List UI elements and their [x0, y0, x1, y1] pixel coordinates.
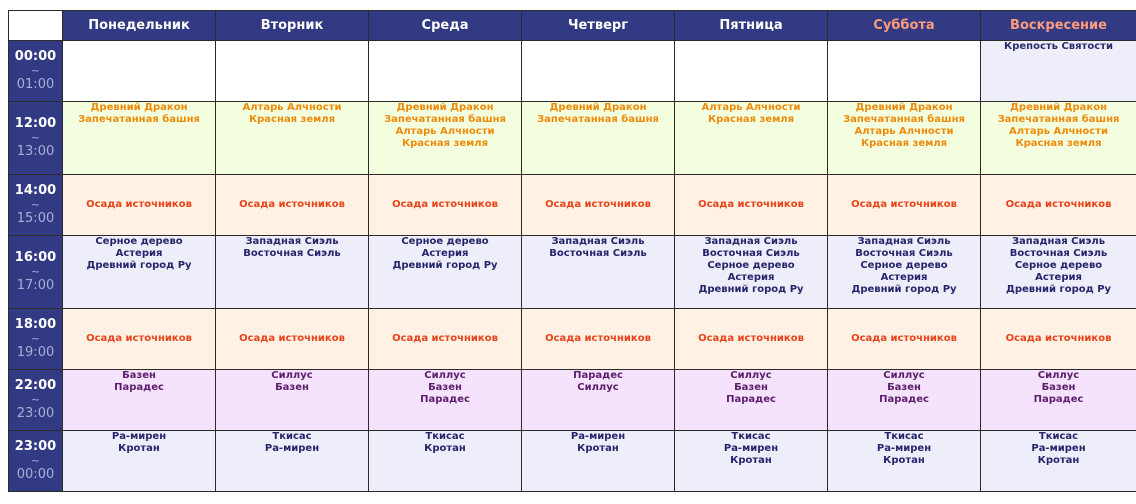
event-name: Силлус [424, 370, 466, 381]
event-name: Запечатанная башня [843, 114, 965, 125]
schedule-cell-saturday [828, 309, 981, 370]
schedule-cell-sunday [981, 370, 1136, 431]
event-name: Ра-мирен [876, 443, 932, 454]
event-name: Базен [887, 382, 921, 393]
time-slot-row [9, 175, 1136, 236]
event-name: Алтарь Алчности [701, 102, 801, 113]
schedule-cell-monday [63, 431, 216, 492]
time-slot-label [9, 41, 63, 102]
event-name: Серное дерево [1014, 260, 1103, 271]
schedule-cell-tuesday [216, 175, 369, 236]
schedule-cell-wednesday [369, 175, 522, 236]
event-name: Красная земля [707, 114, 795, 125]
event-name: Восточная Сиэль [1009, 248, 1108, 259]
event-name: Ткисас [425, 431, 465, 442]
schedule-cell-tuesday [216, 41, 369, 102]
event-name: Ра-мирен [111, 431, 167, 442]
schedule-cell-tuesday [216, 102, 369, 175]
event-name: Кротан [1037, 455, 1080, 466]
schedule-cell-friday [675, 309, 828, 370]
schedule-cell-wednesday [369, 370, 522, 431]
time-separator: ~ [30, 454, 41, 467]
event-name: Парадес [420, 394, 470, 405]
event-name: Алтарь Алчности [395, 126, 495, 137]
event-name: Серное дерево [95, 236, 183, 247]
day-header-sunday: Воскресение [981, 11, 1136, 41]
event-name: Силлус [577, 382, 619, 393]
schedule-cell-thursday [522, 309, 675, 370]
schedule-cell-monday [63, 370, 216, 431]
schedule-cell-wednesday [369, 102, 522, 175]
schedule-table [8, 10, 1136, 492]
schedule-cell-sunday [981, 236, 1136, 309]
day-header-monday: Понедельник [63, 11, 216, 41]
event-name: Ра-мирен [570, 431, 626, 442]
event-name: Осада источников [545, 199, 651, 210]
time-slot-row [9, 41, 1136, 102]
schedule-cell-wednesday [369, 431, 522, 492]
schedule-cell-saturday [828, 370, 981, 431]
schedule-cell-tuesday [216, 431, 369, 492]
event-name: Парадес [1033, 394, 1084, 405]
event-name: Древний город Ру [698, 284, 804, 295]
event-name: Древний Дракон [90, 102, 188, 113]
schedule-cell-friday [675, 102, 828, 175]
event-name: Древний Дракон [1010, 102, 1107, 113]
event-name: Осада источников [392, 199, 498, 210]
time-slot-label [9, 236, 63, 309]
schedule-cell-thursday [522, 236, 675, 309]
event-name: Западная Сиэль [245, 236, 339, 247]
time-start: 00:00 [14, 49, 57, 64]
day-header-thursday: Четверг [522, 11, 675, 41]
time-separator: ~ [30, 393, 41, 406]
event-name: Восточная Сиэль [702, 248, 800, 259]
event-name: Красная земля [401, 138, 489, 149]
day-header-tuesday: Вторник [216, 11, 369, 41]
time-start: 23:00 [14, 439, 57, 454]
schedule-cell-friday [675, 41, 828, 102]
event-name: Астерия [880, 272, 928, 283]
day-header-wednesday: Среда [369, 11, 522, 41]
time-start: 18:00 [14, 317, 57, 332]
event-name: Осада источников [86, 333, 192, 344]
event-name: Парадес [726, 394, 776, 405]
schedule-cell-sunday [981, 309, 1136, 370]
event-name: Кротан [730, 455, 772, 466]
time-start: 16:00 [14, 250, 57, 265]
schedule-body [9, 41, 1136, 492]
time-end: 13:00 [16, 144, 55, 159]
event-name: Восточная Сиэль [855, 248, 953, 259]
time-slot-label [9, 431, 63, 492]
event-name: Запечатанная башня [384, 114, 506, 125]
time-end: 19:00 [16, 345, 55, 360]
schedule-cell-friday [675, 236, 828, 309]
event-name: Базен [734, 382, 768, 393]
event-name: Древний город Ру [86, 260, 192, 271]
schedule-cell-wednesday [369, 41, 522, 102]
schedule-cell-wednesday [369, 236, 522, 309]
event-name: Крепость Святости [1004, 41, 1113, 52]
event-name: Алтарь Алчности [854, 126, 954, 137]
event-name: Древний Дракон [549, 102, 647, 113]
event-name: Запечатанная башня [997, 114, 1120, 125]
event-name: Осада источников [86, 199, 192, 210]
event-name: Красная земля [860, 138, 948, 149]
event-name: Западная Сиэль [857, 236, 951, 247]
event-name: Ра-мирен [264, 443, 320, 454]
event-name: Серное дерево [707, 260, 795, 271]
time-slot-label [9, 309, 63, 370]
event-name: Алтарь Алчности [242, 102, 342, 113]
schedule-cell-monday [63, 175, 216, 236]
event-name: Ра-мирен [723, 443, 779, 454]
event-name: Силлус [271, 370, 313, 381]
day-header-saturday: Суббота [828, 11, 981, 41]
event-name: Осада источников [1005, 199, 1112, 210]
schedule-cell-sunday [981, 431, 1136, 492]
day-header-row [9, 11, 1136, 41]
event-name: Древний Дракон [855, 102, 953, 113]
event-name: Базен [428, 382, 462, 393]
event-name: Кротан [424, 443, 466, 454]
schedule-cell-friday [675, 431, 828, 492]
time-end: 00:00 [16, 467, 55, 482]
event-name: Ткисас [272, 431, 312, 442]
event-name: Осада источников [851, 199, 957, 210]
event-name: Осада источников [698, 333, 804, 344]
event-name: Парадес [114, 382, 164, 393]
event-name: Силлус [883, 370, 925, 381]
time-slot-label [9, 175, 63, 236]
event-name: Ткисас [884, 431, 924, 442]
time-separator: ~ [30, 265, 41, 278]
event-name: Силлус [1037, 370, 1080, 381]
event-name: Осада источников [239, 199, 345, 210]
event-name: Силлус [730, 370, 772, 381]
event-name: Базен [275, 382, 309, 393]
schedule-cell-thursday [522, 175, 675, 236]
time-end: 15:00 [16, 211, 55, 226]
event-name: Восточная Сиэль [549, 248, 647, 259]
event-name: Серное дерево [401, 236, 489, 247]
event-name: Древний Дракон [396, 102, 494, 113]
schedule-cell-sunday [981, 102, 1136, 175]
schedule-cell-tuesday [216, 236, 369, 309]
schedule-cell-saturday [828, 102, 981, 175]
schedule-cell-thursday [522, 431, 675, 492]
event-name: Ткисас [731, 431, 771, 442]
event-name: Астерия [115, 248, 163, 259]
time-slot-label [9, 102, 63, 175]
event-name: Осада источников [239, 333, 345, 344]
event-name: Алтарь Алчности [1008, 126, 1108, 137]
event-name: Восточная Сиэль [243, 248, 341, 259]
event-name: Кротан [883, 455, 925, 466]
time-separator: ~ [30, 332, 41, 345]
event-name: Западная Сиэль [1011, 236, 1106, 247]
event-name: Кротан [577, 443, 619, 454]
header-corner [9, 11, 63, 41]
event-name: Осада источников [698, 199, 804, 210]
event-name: Западная Сиэль [551, 236, 645, 247]
event-name: Астерия [1035, 272, 1082, 283]
event-name: Астерия [421, 248, 469, 259]
schedule-cell-monday [63, 102, 216, 175]
schedule-cell-wednesday [369, 309, 522, 370]
time-end: 23:00 [16, 406, 55, 421]
event-name: Древний город Ру [1005, 284, 1112, 295]
event-name: Ткисас [1038, 431, 1079, 442]
time-slot-row [9, 236, 1136, 309]
day-header-friday: Пятница [675, 11, 828, 41]
time-start: 12:00 [14, 116, 57, 131]
schedule-cell-sunday [981, 41, 1136, 102]
schedule-cell-saturday [828, 236, 981, 309]
event-name: Осада источников [851, 333, 957, 344]
time-slot-row [9, 370, 1136, 431]
schedule-cell-monday [63, 41, 216, 102]
schedule-cell-saturday [828, 41, 981, 102]
schedule-cell-monday [63, 309, 216, 370]
time-separator: ~ [30, 64, 41, 77]
schedule-cell-saturday [828, 431, 981, 492]
time-end: 01:00 [16, 77, 55, 92]
time-start: 22:00 [14, 378, 57, 393]
time-separator: ~ [30, 131, 41, 144]
event-name: Красная земля [1015, 138, 1102, 149]
time-slot-row [9, 309, 1136, 370]
time-separator: ~ [30, 198, 41, 211]
schedule-cell-friday [675, 370, 828, 431]
event-name: Ра-мирен [1031, 443, 1086, 454]
event-name: Древний город Ру [851, 284, 957, 295]
time-end: 17:00 [16, 278, 55, 293]
time-slot-label [9, 370, 63, 431]
event-name: Осада источников [392, 333, 498, 344]
event-name: Астерия [727, 272, 775, 283]
schedule-cell-monday [63, 236, 216, 309]
event-name: Базен [1041, 382, 1076, 393]
schedule-cell-thursday [522, 102, 675, 175]
time-slot-row [9, 431, 1136, 492]
event-name: Парадес [879, 394, 929, 405]
event-name: Осада источников [1005, 333, 1112, 344]
event-name: Запечатанная башня [78, 114, 200, 125]
schedule-cell-thursday [522, 370, 675, 431]
schedule-cell-thursday [522, 41, 675, 102]
schedule-cell-friday [675, 175, 828, 236]
event-name: Красная земля [248, 114, 336, 125]
time-start: 14:00 [14, 183, 57, 198]
schedule-cell-tuesday [216, 309, 369, 370]
schedule-cell-saturday [828, 175, 981, 236]
schedule-cell-sunday [981, 175, 1136, 236]
event-name: Осада источников [545, 333, 651, 344]
event-name: Кротан [118, 443, 160, 454]
event-name: Западная Сиэль [704, 236, 798, 247]
time-slot-row [9, 102, 1136, 175]
event-name: Базен [122, 370, 156, 381]
event-name: Древний город Ру [392, 260, 498, 271]
event-name: Парадес [573, 370, 623, 381]
event-name: Серное дерево [860, 260, 948, 271]
event-name: Запечатанная башня [537, 114, 659, 125]
schedule-cell-tuesday [216, 370, 369, 431]
